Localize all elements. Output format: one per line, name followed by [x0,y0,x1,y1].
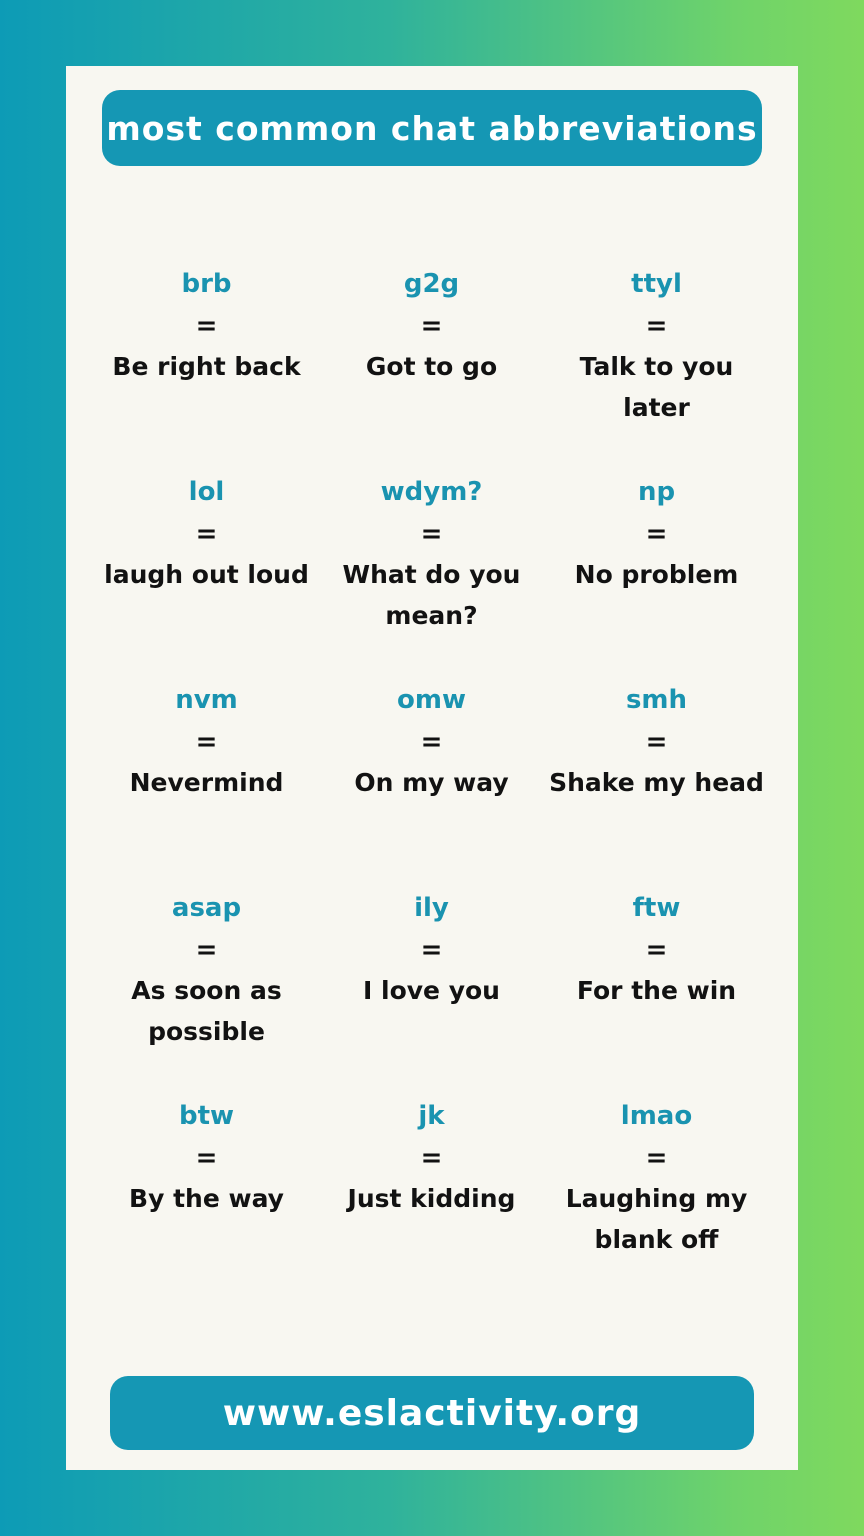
abbreviation-item [319,470,544,678]
abbreviation-item [319,678,544,886]
infographic-card [66,66,798,1470]
equals-sign: = [195,727,218,757]
abbreviation-meaning: By the way [129,1184,284,1213]
equals-sign: = [420,311,443,341]
abbreviation-term: asap [171,893,242,923]
abbreviation-term: lmao [620,1101,693,1131]
abbreviation-meaning: Talk to you later [579,352,734,422]
equals-sign: = [420,727,443,757]
abbreviation-item [94,470,319,678]
equals-sign: = [645,727,668,757]
abbreviation-term: btw [178,1101,235,1131]
abbreviation-item [94,262,319,470]
abbreviation-meaning: What do you mean? [342,560,521,630]
abbreviation-term: smh [625,685,688,715]
abbreviation-term: ftw [632,893,681,923]
title-banner [102,90,762,166]
abbreviation-item [94,678,319,886]
equals-sign: = [645,311,668,341]
abbreviation-meaning: I love you [363,976,500,1005]
abbreviation-term: jk [418,1101,445,1131]
equals-sign: = [420,519,443,549]
abbreviation-term: np [637,477,676,507]
equals-sign: = [195,935,218,965]
abbreviation-meaning: Be right back [112,352,301,381]
abbreviation-item [544,886,769,1094]
equals-sign: = [645,935,668,965]
abbreviation-term: brb [181,269,232,299]
abbreviation-meaning: On my way [354,768,509,797]
abbreviation-grid [94,262,770,1302]
abbreviation-item [319,1094,544,1302]
abbreviation-item [544,1094,769,1302]
abbreviation-meaning: laugh out loud [104,560,309,589]
abbreviation-term: lol [188,477,225,507]
equals-sign: = [195,1143,218,1173]
abbreviation-term: omw [397,685,466,715]
abbreviation-term: g2g [403,269,460,299]
abbreviation-meaning: As soon as possible [131,976,282,1046]
abbreviation-meaning: No problem [574,560,739,589]
equals-sign: = [645,1143,668,1173]
abbreviation-meaning: For the win [576,976,737,1005]
equals-sign: = [420,935,443,965]
abbreviation-meaning: Just kidding [347,1184,516,1213]
website-url: www.eslactivity.org [222,1392,642,1434]
abbreviation-meaning: Shake my head [549,768,764,797]
abbreviation-term: ttyl [631,269,682,299]
abbreviation-item [94,886,319,1094]
abbreviation-meaning: Got to go [365,352,498,381]
abbreviation-item [544,262,769,470]
abbreviation-item [319,886,544,1094]
abbreviation-term: wdym? [380,477,483,507]
abbreviation-item [319,262,544,470]
equals-sign: = [420,1143,443,1173]
footer-banner [110,1376,754,1450]
equals-sign: = [645,519,668,549]
page-title: most common chat abbreviations [106,108,758,148]
equals-sign: = [195,311,218,341]
abbreviation-item [94,1094,319,1302]
abbreviation-item [544,678,769,886]
abbreviation-term: nvm [175,685,238,715]
abbreviation-item [544,470,769,678]
abbreviation-term: ily [414,893,449,923]
equals-sign: = [195,519,218,549]
abbreviation-meaning: Nevermind [129,768,284,797]
abbreviation-meaning: Laughing my blank off [565,1184,748,1254]
